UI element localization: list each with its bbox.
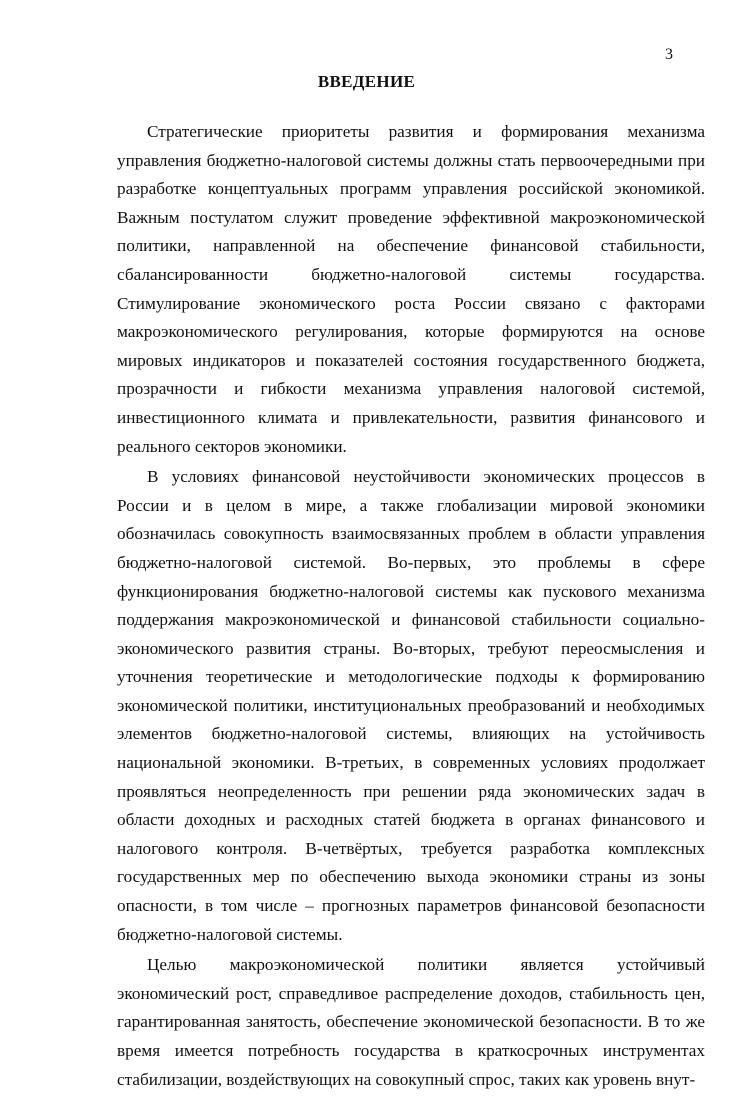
paragraph-2: В условиях финансовой неустойчивости экономических процессов в России и в целом в мире, а также глобализации мировой экономики обозначилась совокупность взаимосвязанных проблем в области управления бюджетно-налоговой системой. Во-первых, это проблемы в сфере функционирования бюджетно-налоговой системы как пускового механизма поддержания макроэкономической и финансовой стабильности социально-экономического развития страны. Во-вторых, требуют переосмысления и уточнения теоретические и методологические подходы к формированию экономической политики, институциональных преобразований и необходимых элементов бюджетно-налоговой системы, влияющих на устойчивость национальной экономики. В-третьих, в современных условиях продолжает проявляться неопределенность при решении ряда экономических задач в области доходных и расходных статей бюджета в органах финансового и налогового контроля. В-четвёртых, требуется разработка комплексных государственных мер по обеспечению выхода экономики страны из зоны опасности, в том числе – прогнозных параметров финансовой безопасности бюджетно-налоговой системы. bbox=[117, 467, 705, 944]
body-text bbox=[117, 118, 705, 1094]
section-heading: ВВЕДЕНИЕ bbox=[317, 72, 416, 91]
paragraph-3: Целью макроэкономической политики является устойчивый экономический рост, справедливое распределение доходов, стабильность цен, гарантированная занятость, обеспечение экономической безопасности. В то же время имеется потребность государства в краткосрочных инструментах стабилизации, воздействующих на совокупный спрос, таких как уровень внут- bbox=[117, 955, 705, 1089]
paragraph-1: Стратегические приоритеты развития и формирования механизма управления бюджетно-налоговой системы должны стать первоочередными при разработке концептуальных программ управления российской экономикой. Важным постулатом служит проведение эффективной макроэкономической политики, направленной на обеспечение финансовой стабильности, сбалансированности бюджетно-налоговой системы государства. Стимулирование экономического роста России связано с факторами макроэкономического регулирования, которые формируются на основе мировых индикаторов и показателей состояния государственного бюджета, прозрачности и гибкости механизма управления налоговой системой, инвестиционного климата и привлекательности, развития финансового и реального секторов экономики. bbox=[117, 122, 705, 456]
page-number: 3 bbox=[665, 46, 673, 63]
